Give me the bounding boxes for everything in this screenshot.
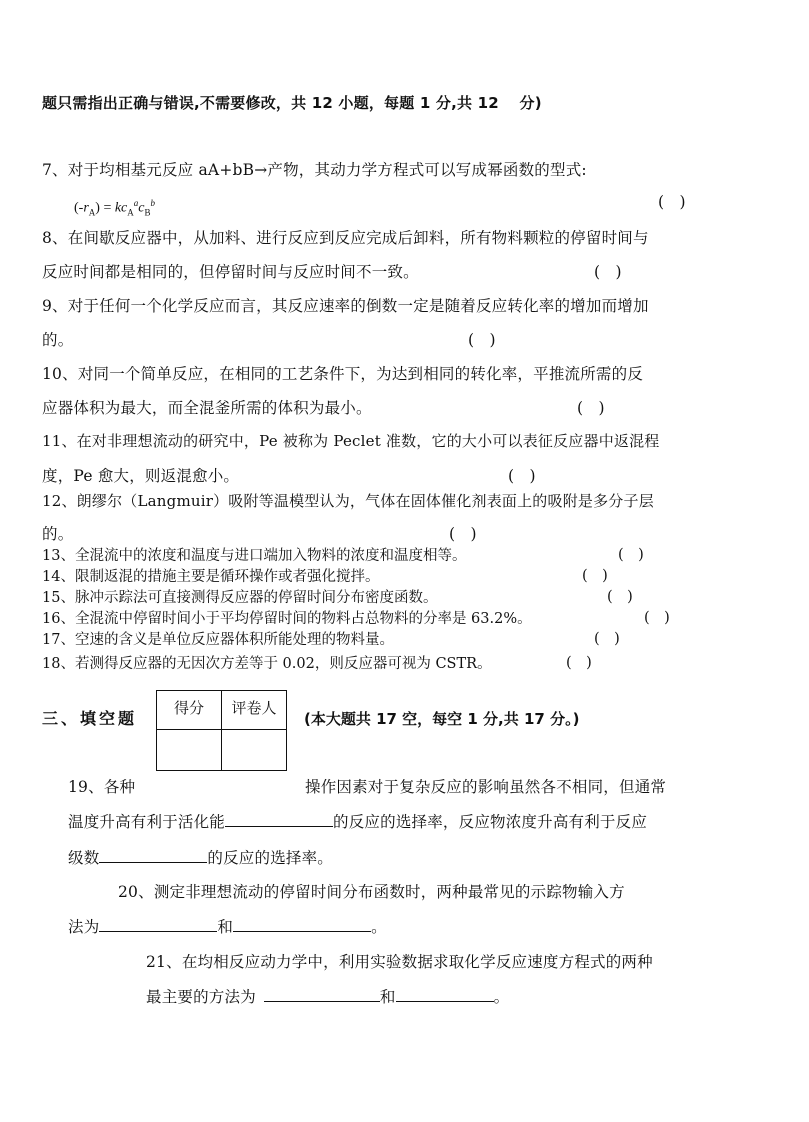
- q21-text-b: 和: [379, 988, 396, 1006]
- q20-text-c: 。: [371, 918, 387, 936]
- score-label: 得分: [157, 691, 222, 730]
- question-9-line1: 9、对于任何一个化学反应而言，其反应速率的倒数一定是随着反应转化率的增加而增加: [42, 297, 649, 315]
- question-20-line2: [68, 915, 387, 937]
- blank-19-activation-energy[interactable]: [225, 812, 333, 827]
- section-3-title: 三、填空题: [42, 709, 138, 728]
- question-19-part2: 操作因素对于复杂反应的影响虽然各不相同，但通常: [305, 778, 667, 796]
- question-17: 17、空速的含义是单位反应器体积所能处理的物料量。: [42, 632, 394, 648]
- q21-text-a: 最主要的方法为: [146, 988, 256, 1006]
- q20-text-b: 和: [217, 918, 234, 936]
- question-19-line3: [68, 846, 333, 868]
- question-12-line1: 12、朗缪尔（Langmuir）吸附等温模型认为，气体在固体催化剂表面上的吸附是多分子层: [42, 492, 654, 510]
- blank-21-method-1[interactable]: [264, 987, 380, 1002]
- q19-line2-text-a: 温度升高有利于活化能: [68, 813, 226, 831]
- question-10-line1: 10、对同一个简单反应，在相同的工艺条件下，为达到相同的转化率，平推流所需的反: [42, 365, 644, 383]
- section-3-description: (本大题共 17 空，每空 1 分,共 17 分。): [304, 710, 580, 728]
- q19-line3-text-a: 级数: [68, 849, 100, 867]
- blank-20-method-1[interactable]: [99, 917, 217, 932]
- answer-bracket-15[interactable]: ( ): [607, 589, 633, 605]
- question-8-line1: 8、在间歇反应器中，从加料、进行反应到反应完成后卸料，所有物料颗粒的停留时间与: [42, 229, 649, 247]
- answer-bracket-7[interactable]: ( ): [658, 193, 686, 211]
- score-box: [156, 690, 287, 771]
- question-16: 16、全混流中停留时间小于平均停留时间的物料占总物料的分率是 63.2%。: [42, 611, 532, 627]
- question-15: 15、脉冲示踪法可直接测得反应器的停留时间分布密度函数。: [42, 590, 438, 606]
- answer-bracket-12[interactable]: ( ): [449, 525, 477, 543]
- q20-text-a: 法为: [68, 918, 100, 936]
- question-12-line2: 的。: [42, 525, 74, 543]
- q21-text-c: 。: [493, 988, 510, 1006]
- question-14: 14、限制返混的措施主要是循环操作或者强化搅拌。: [42, 569, 380, 585]
- header-instruction: 题只需指出正确与错误,不需要修改，共 12 小题，每题 1 分,共 12 分): [42, 94, 542, 112]
- answer-bracket-14[interactable]: ( ): [582, 568, 608, 584]
- answer-bracket-16[interactable]: ( ): [644, 610, 670, 626]
- question-19-part1: 19、各种: [68, 778, 136, 796]
- question-20-line1: 20、测定非理想流动的停留时间分布函数时，两种最常见的示踪物输入方: [118, 883, 625, 901]
- answer-bracket-11[interactable]: ( ): [508, 467, 536, 485]
- rate-equation-formula: $(-r_A) = kc_A^ac_B^b$: [74, 198, 156, 218]
- blank-19-reaction-order[interactable]: [99, 848, 207, 863]
- blank-20-method-2[interactable]: [233, 917, 371, 932]
- answer-bracket-9[interactable]: ( ): [468, 331, 496, 349]
- score-cell[interactable]: [157, 730, 222, 771]
- blank-21-method-2[interactable]: [396, 987, 494, 1002]
- question-18: 18、若测得反应器的无因次方差等于 0.02，则反应器可视为 CSTR。: [42, 656, 492, 672]
- answer-bracket-10[interactable]: ( ): [577, 399, 605, 417]
- q19-line3-text-b: 的反应的选择率。: [207, 849, 334, 867]
- answer-bracket-13[interactable]: ( ): [618, 547, 644, 563]
- answer-bracket-17[interactable]: ( ): [594, 631, 620, 647]
- question-9-line2: 的。: [42, 331, 74, 349]
- question-8-line2: 反应时间都是相同的，但停留时间与反应时间不一致。: [42, 263, 419, 281]
- grader-label: 评卷人: [222, 691, 287, 730]
- question-11-line2: 度，Pe 愈大，则返混愈小。: [42, 467, 240, 485]
- question-19-line2: [68, 810, 647, 832]
- question-7-text: 7、对于均相基元反应 aA+bB→产物，其动力学方程式可以写成幂函数的型式:: [42, 161, 587, 179]
- question-21-line2: [146, 985, 509, 1007]
- answer-bracket-8[interactable]: ( ): [594, 263, 622, 281]
- question-11-line1: 11、在对非理想流动的研究中，Pe 被称为 Peclet 准数，它的大小可以表征反应器中返混程: [42, 432, 660, 450]
- q19-line2-text-b: 的反应的选择率，反应物浓度升高有利于反应: [333, 813, 648, 831]
- grader-cell[interactable]: [222, 730, 287, 771]
- answer-bracket-18[interactable]: ( ): [566, 655, 592, 671]
- question-21-line1: 21、在均相反应动力学中，利用实验数据求取化学反应速度方程式的两种: [146, 953, 653, 971]
- question-13: 13、全混流中的浓度和温度与进口端加入物料的浓度和温度相等。: [42, 548, 467, 564]
- question-10-line2: 应器体积为最大，而全混釜所需的体积为最小。: [42, 399, 372, 417]
